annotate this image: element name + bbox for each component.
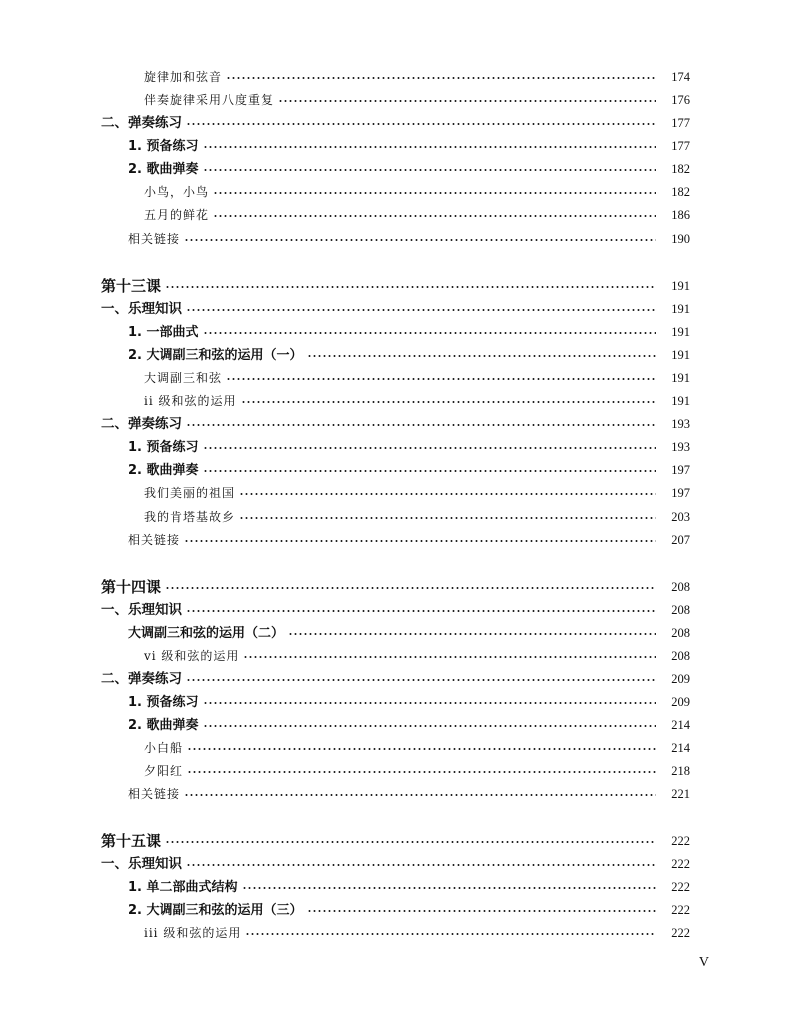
- toc-entry[interactable]: [0, 459, 790, 482]
- toc-entry[interactable]: [0, 413, 790, 436]
- dot-leader: [203, 691, 656, 714]
- toc-entry-title: 第十五课: [101, 832, 162, 850]
- toc-entry[interactable]: [0, 482, 790, 505]
- dot-leader: [203, 135, 656, 158]
- toc-entry-title: 二、弹奏练习: [101, 115, 182, 131]
- dot-leader: [165, 275, 656, 298]
- dot-leader: [213, 181, 656, 204]
- dot-leader: [203, 714, 656, 737]
- dot-leader: [203, 158, 656, 181]
- toc-entry-title: 小鸟，小鸟: [144, 185, 210, 199]
- toc-entry-page: 214: [671, 741, 690, 755]
- toc-entry-page: 207: [671, 533, 690, 547]
- toc-entry-title: 我们美丽的祖国: [144, 486, 236, 500]
- toc-entry[interactable]: [0, 830, 790, 853]
- toc-entry-page: 208: [671, 603, 690, 617]
- toc-entry-title: 2. 大调副三和弦的运用（三）: [128, 903, 303, 918]
- toc-entry[interactable]: [0, 668, 790, 691]
- toc-entry-title: vi 级和弦的运用: [144, 649, 240, 663]
- toc-entry-page: 177: [671, 139, 690, 153]
- toc-entry-title: 2. 大调副三和弦的运用（一）: [128, 348, 303, 363]
- toc-entry-title: 1. 预备练习: [128, 440, 199, 455]
- dot-leader: [243, 645, 656, 668]
- toc-entry-title: 旋律加和弦音: [144, 70, 223, 84]
- toc-entry[interactable]: [0, 576, 790, 599]
- dot-leader: [307, 899, 656, 922]
- toc-entry-title: 小白船: [144, 741, 184, 755]
- dot-leader: [278, 89, 656, 112]
- toc-entry[interactable]: [0, 714, 790, 737]
- toc-entry[interactable]: [0, 876, 790, 899]
- toc-entry-page: 222: [671, 926, 690, 940]
- dot-leader: [165, 576, 656, 599]
- dot-leader: [184, 228, 656, 251]
- toc-entry-title: 大调副三和弦的运用（二）: [128, 626, 285, 641]
- toc-entry-title: 相关链接: [128, 533, 181, 547]
- dot-leader: [186, 668, 656, 691]
- toc-entry-title: 五月的鲜花: [144, 208, 210, 222]
- toc-entry-title: 我的肯塔基故乡: [144, 510, 236, 524]
- toc-entry-page: 191: [671, 325, 690, 339]
- toc-entry-page: 218: [671, 764, 690, 778]
- toc-entry[interactable]: [0, 922, 790, 945]
- toc-entry[interactable]: [0, 66, 790, 89]
- toc-entry-page: 222: [671, 857, 690, 871]
- toc-entry-title: 一、乐理知识: [101, 856, 182, 872]
- dot-leader: [239, 506, 656, 529]
- toc-entry-title: 相关链接: [128, 787, 181, 801]
- toc-entry[interactable]: [0, 228, 790, 251]
- dot-leader: [184, 783, 656, 806]
- toc-entry-page: 191: [671, 371, 690, 385]
- toc-entry-title: 一、乐理知识: [101, 602, 182, 618]
- toc-entry-page: 221: [671, 787, 690, 801]
- toc-entry-page: 174: [671, 70, 690, 84]
- toc-entry[interactable]: [0, 506, 790, 529]
- toc-entry[interactable]: [0, 899, 790, 922]
- toc-entry-title: 1. 预备练习: [128, 139, 199, 154]
- toc-entry-title: 二、弹奏练习: [101, 416, 182, 432]
- toc-entry[interactable]: [0, 853, 790, 876]
- toc-entry-page: 182: [671, 185, 690, 199]
- toc-entry-title: 2. 歌曲弹奏: [128, 162, 199, 177]
- toc-entry-title: ii 级和弦的运用: [144, 394, 237, 408]
- dot-leader: [239, 482, 656, 505]
- dot-leader: [242, 876, 656, 899]
- toc-entry-title: iii 级和弦的运用: [144, 926, 242, 940]
- dot-leader: [186, 112, 656, 135]
- toc-entry[interactable]: [0, 390, 790, 413]
- toc-entry-page: 190: [671, 232, 690, 246]
- toc-entry-title: 第十四课: [101, 578, 162, 596]
- toc-entry-page: 182: [671, 162, 690, 176]
- toc-entry-page: 208: [671, 649, 690, 663]
- toc-entry-title: 大调副三和弦: [144, 371, 223, 385]
- toc-entry[interactable]: [0, 760, 790, 783]
- dot-leader: [203, 436, 656, 459]
- toc-entry-page: 191: [671, 302, 690, 316]
- toc-entry-title: 2. 歌曲弹奏: [128, 718, 199, 733]
- toc-entry[interactable]: [0, 783, 790, 806]
- dot-leader: [184, 529, 656, 552]
- toc-entry[interactable]: [0, 204, 790, 227]
- toc-entry[interactable]: [0, 529, 790, 552]
- dot-leader: [241, 390, 657, 413]
- toc-entry-page: 186: [671, 208, 690, 222]
- toc-entry-page: 222: [671, 903, 690, 917]
- toc-entry-title: 1. 预备练习: [128, 695, 199, 710]
- toc-entry[interactable]: [0, 367, 790, 390]
- toc-entry-page: 203: [671, 510, 690, 524]
- toc-entry-page: 177: [671, 116, 690, 130]
- toc-entry[interactable]: [0, 135, 790, 158]
- dot-leader: [186, 298, 656, 321]
- toc-entry-title: 1. 单二部曲式结构: [128, 880, 238, 895]
- toc-entry[interactable]: [0, 436, 790, 459]
- dot-leader: [245, 922, 656, 945]
- toc-entry-title: 一、乐理知识: [101, 301, 182, 317]
- toc-entry-title: 2. 歌曲弹奏: [128, 463, 199, 478]
- toc-entry[interactable]: [0, 275, 790, 298]
- toc-entry-page: 208: [671, 580, 690, 594]
- toc-entry-title: 二、弹奏练习: [101, 671, 182, 687]
- toc-entry-page: 197: [671, 463, 690, 477]
- toc-entry-title: 伴奏旋律采用八度重复: [144, 93, 275, 107]
- toc-entry-page: 208: [671, 626, 690, 640]
- toc-entry-page: 209: [671, 672, 690, 686]
- toc-entry-page: 209: [671, 695, 690, 709]
- dot-leader: [187, 760, 656, 783]
- dot-leader: [307, 344, 656, 367]
- toc-entry-page: 191: [671, 348, 690, 362]
- dot-leader: [203, 321, 656, 344]
- dot-leader: [186, 853, 656, 876]
- toc-entry[interactable]: [0, 298, 790, 321]
- dot-leader: [186, 413, 656, 436]
- dot-leader: [165, 830, 656, 853]
- toc-entry-page: 197: [671, 486, 690, 500]
- toc-entry[interactable]: [0, 321, 790, 344]
- dot-leader: [187, 737, 656, 760]
- toc-entry-page: 191: [671, 394, 690, 408]
- toc-entry[interactable]: [0, 622, 790, 645]
- toc-entry-title: 1. 一部曲式: [128, 325, 199, 340]
- toc-entry-page: 193: [671, 440, 690, 454]
- toc-entry-page: 176: [671, 93, 690, 107]
- toc-entry-page: 222: [671, 834, 690, 848]
- toc-entry[interactable]: [0, 181, 790, 204]
- toc-entry[interactable]: [0, 344, 790, 367]
- dot-leader: [186, 599, 656, 622]
- toc-entry[interactable]: [0, 737, 790, 760]
- dot-leader: [288, 622, 656, 645]
- toc-entry[interactable]: [0, 112, 790, 135]
- toc-entry-page: 214: [671, 718, 690, 732]
- dot-leader: [226, 66, 656, 89]
- toc-entry[interactable]: [0, 645, 790, 668]
- toc-entry-page: 191: [671, 279, 690, 293]
- dot-leader: [203, 459, 656, 482]
- toc-entry-page: 193: [671, 417, 690, 431]
- toc-entry[interactable]: [0, 599, 790, 622]
- toc-entry-title: 相关链接: [128, 232, 181, 246]
- toc-entry[interactable]: [0, 691, 790, 714]
- page-number: V: [698, 955, 709, 970]
- toc-entry-title: 第十三课: [101, 277, 162, 295]
- dot-leader: [226, 367, 656, 390]
- toc-entry[interactable]: [0, 89, 790, 112]
- toc-entry-page: 222: [671, 880, 690, 894]
- toc-entry-title: 夕阳红: [144, 764, 184, 778]
- dot-leader: [213, 204, 656, 227]
- toc-entry[interactable]: [0, 158, 790, 181]
